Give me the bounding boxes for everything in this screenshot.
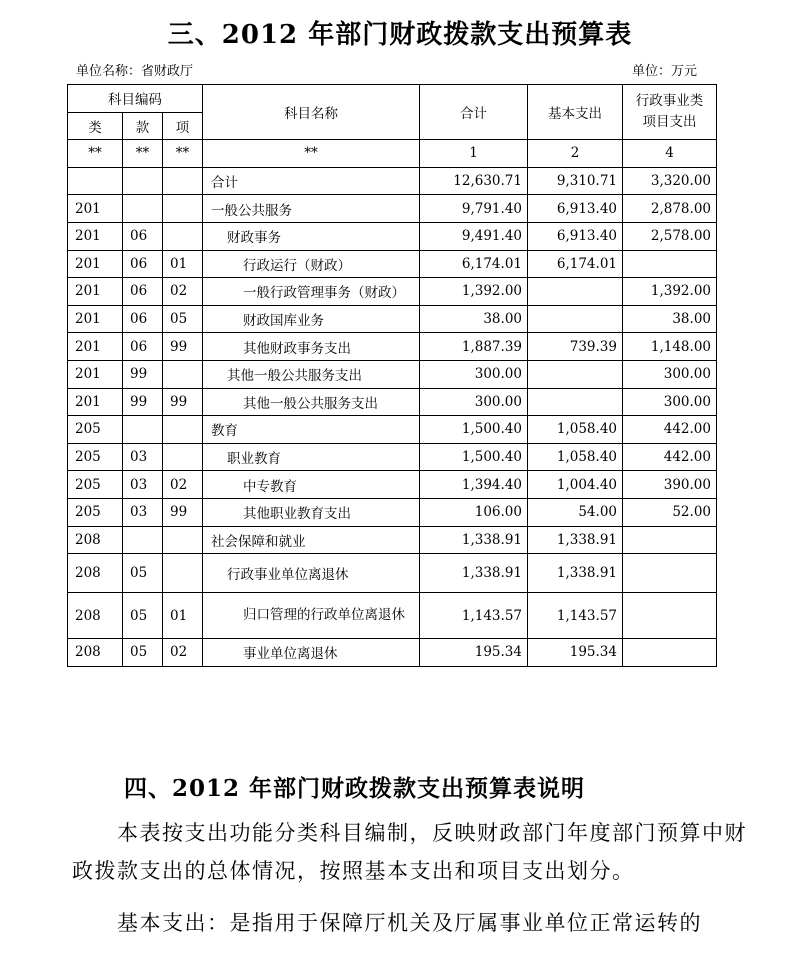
code-xiang-cell [163, 443, 203, 471]
table-row [68, 250, 717, 278]
budget-table [67, 84, 717, 667]
code-xiang-cell [163, 526, 203, 554]
header-kuan: 款 [123, 112, 163, 140]
total-cell: 1,338.91 [420, 526, 528, 554]
code-kuan-cell [123, 416, 163, 444]
basic-cell: 1,058.40 [528, 443, 623, 471]
code-kuan-cell: 05 [123, 554, 163, 593]
basic-cell: 6,913.40 [528, 195, 623, 223]
code-lei-cell: 205 [68, 416, 123, 444]
basic-cell: 6,913.40 [528, 222, 623, 250]
project-cell: 442.00 [623, 416, 717, 444]
total-cell: 1,338.91 [420, 554, 528, 593]
code-kuan-cell: 99 [123, 388, 163, 416]
basic-cell [528, 305, 623, 333]
table-row [68, 593, 717, 639]
code-lei-cell: 201 [68, 305, 123, 333]
table-row [68, 498, 717, 526]
code-lei-cell: 205 [68, 498, 123, 526]
item-name-cell: 一般公共服务 [203, 195, 420, 223]
code-kuan-cell: 99 [123, 360, 163, 388]
marker-cell: ** [68, 140, 123, 168]
code-kuan-cell: 06 [123, 222, 163, 250]
project-cell: 300.00 [623, 360, 717, 388]
code-xiang-cell: 01 [163, 593, 203, 639]
total-cell: 1,392.00 [420, 278, 528, 306]
table-row [68, 443, 717, 471]
item-name-cell: 事业单位离退休 [203, 639, 420, 667]
item-name-cell: 行政运行（财政） [203, 250, 420, 278]
code-xiang-cell [163, 167, 203, 195]
total-cell: 300.00 [420, 360, 528, 388]
basic-cell: 1,143.57 [528, 593, 623, 639]
explanation-paragraph-continued: 基本支出：是指用于保障厅机关及厅属事业单位正常运转的 [72, 911, 702, 935]
code-kuan-cell [123, 526, 163, 554]
explanation-paragraph: 本表按支出功能分类科目编制，反映财政部门年度部门预算中财政拨款支出的总体情况，按照基本支出和项目支出划分。 [72, 821, 747, 883]
total-cell: 9,491.40 [420, 222, 528, 250]
total-cell: 195.34 [420, 639, 528, 667]
code-lei-cell: 208 [68, 639, 123, 667]
code-kuan-cell: 06 [123, 278, 163, 306]
table-row [68, 554, 717, 593]
item-name-cell: 其他财政事务支出 [203, 333, 420, 361]
currency-unit-label: 单位：万元 [632, 64, 698, 79]
basic-cell: 6,174.01 [528, 250, 623, 278]
basic-cell [528, 360, 623, 388]
code-kuan-cell: 03 [123, 443, 163, 471]
header-project: 行政事业类项目支出 [623, 85, 717, 140]
code-lei-cell: 201 [68, 388, 123, 416]
code-xiang-cell: 05 [163, 305, 203, 333]
total-cell: 1,143.57 [420, 593, 528, 639]
header-basic: 基本支出 [528, 85, 623, 140]
marker-cell: 1 [420, 140, 528, 168]
project-cell: 442.00 [623, 443, 717, 471]
project-cell: 52.00 [623, 498, 717, 526]
total-cell: 38.00 [420, 305, 528, 333]
code-lei-cell: 208 [68, 554, 123, 593]
table-row [68, 278, 717, 306]
table-row [68, 639, 717, 667]
project-cell: 38.00 [623, 305, 717, 333]
page-title: 三、2012 年部门财政拨款支出预算表 [167, 20, 633, 50]
code-kuan-cell: 03 [123, 498, 163, 526]
item-name-cell: 行政事业单位离退休 [203, 554, 420, 593]
table-row [68, 222, 717, 250]
total-cell: 300.00 [420, 388, 528, 416]
table-row [68, 388, 717, 416]
total-cell: 9,791.40 [420, 195, 528, 223]
code-xiang-cell [163, 360, 203, 388]
code-lei-cell [68, 167, 123, 195]
item-name-cell: 中专教育 [203, 471, 420, 499]
marker-cell: 4 [623, 140, 717, 168]
total-cell: 12,630.71 [420, 167, 528, 195]
unit-name-label: 单位名称：省财政厅 [76, 64, 194, 79]
code-kuan-cell: 06 [123, 250, 163, 278]
project-cell: 390.00 [623, 471, 717, 499]
code-lei-cell: 201 [68, 222, 123, 250]
code-lei-cell: 201 [68, 333, 123, 361]
code-xiang-cell: 99 [163, 333, 203, 361]
table-row [68, 167, 717, 195]
project-cell [623, 593, 717, 639]
table-row [68, 333, 717, 361]
code-kuan-cell [123, 195, 163, 223]
project-cell [623, 639, 717, 667]
code-kuan-cell: 06 [123, 333, 163, 361]
code-kuan-cell [123, 167, 163, 195]
table-row [68, 305, 717, 333]
project-cell [623, 250, 717, 278]
item-name-cell: 财政国库业务 [203, 305, 420, 333]
total-cell: 106.00 [420, 498, 528, 526]
basic-cell: 1,004.40 [528, 471, 623, 499]
code-xiang-cell [163, 554, 203, 593]
basic-cell: 54.00 [528, 498, 623, 526]
item-name-cell: 职业教育 [203, 443, 420, 471]
code-lei-cell: 201 [68, 360, 123, 388]
project-cell: 2,578.00 [623, 222, 717, 250]
code-xiang-cell: 01 [163, 250, 203, 278]
item-name-cell: 归口管理的行政单位离退休 [203, 593, 420, 639]
code-xiang-cell: 02 [163, 278, 203, 306]
project-cell: 1,148.00 [623, 333, 717, 361]
code-kuan-cell: 06 [123, 305, 163, 333]
total-cell: 1,500.40 [420, 443, 528, 471]
section-heading: 四、2012 年部门财政拨款支出预算表说明 [124, 775, 586, 802]
code-xiang-cell: 99 [163, 388, 203, 416]
code-lei-cell: 205 [68, 471, 123, 499]
header-lei: 类 [68, 112, 123, 140]
project-cell: 3,320.00 [623, 167, 717, 195]
basic-cell: 9,310.71 [528, 167, 623, 195]
header-code-group: 科目编码 [68, 85, 203, 113]
total-cell: 6,174.01 [420, 250, 528, 278]
item-name-cell: 社会保障和就业 [203, 526, 420, 554]
item-name-cell: 教育 [203, 416, 420, 444]
item-name-cell: 其他一般公共服务支出 [203, 388, 420, 416]
marker-cell: ** [203, 140, 420, 168]
project-cell: 2,878.00 [623, 195, 717, 223]
project-cell: 1,392.00 [623, 278, 717, 306]
code-lei-cell: 201 [68, 195, 123, 223]
item-name-cell: 合计 [203, 167, 420, 195]
total-cell: 1,887.39 [420, 333, 528, 361]
project-cell [623, 526, 717, 554]
item-name-cell: 其他职业教育支出 [203, 498, 420, 526]
header-row [68, 85, 717, 113]
code-lei-cell: 208 [68, 593, 123, 639]
basic-cell: 1,338.91 [528, 526, 623, 554]
item-name-cell: 其他一般公共服务支出 [203, 360, 420, 388]
code-lei-cell: 208 [68, 526, 123, 554]
code-xiang-cell: 02 [163, 639, 203, 667]
code-kuan-cell: 05 [123, 593, 163, 639]
project-cell: 300.00 [623, 388, 717, 416]
table-row [68, 360, 717, 388]
header-xiang: 项 [163, 112, 203, 140]
basic-cell: 195.34 [528, 639, 623, 667]
basic-cell [528, 278, 623, 306]
header-total: 合计 [420, 85, 528, 140]
project-cell [623, 554, 717, 593]
code-lei-cell: 201 [68, 278, 123, 306]
item-name-cell: 财政事务 [203, 222, 420, 250]
total-cell: 1,500.40 [420, 416, 528, 444]
marker-cell: 2 [528, 140, 623, 168]
table-row [68, 416, 717, 444]
marker-cell: ** [123, 140, 163, 168]
code-xiang-cell [163, 195, 203, 223]
code-xiang-cell [163, 416, 203, 444]
table-row [68, 195, 717, 223]
code-xiang-cell: 99 [163, 498, 203, 526]
code-lei-cell: 205 [68, 443, 123, 471]
basic-cell [528, 388, 623, 416]
code-lei-cell: 201 [68, 250, 123, 278]
total-cell: 1,394.40 [420, 471, 528, 499]
table-row [68, 471, 717, 499]
basic-cell: 739.39 [528, 333, 623, 361]
basic-cell: 1,058.40 [528, 416, 623, 444]
marker-cell: ** [163, 140, 203, 168]
item-name-cell: 一般行政管理事务（财政） [203, 278, 420, 306]
code-xiang-cell: 02 [163, 471, 203, 499]
basic-cell: 1,338.91 [528, 554, 623, 593]
code-kuan-cell: 05 [123, 639, 163, 667]
code-kuan-cell: 03 [123, 471, 163, 499]
marker-row [68, 140, 717, 168]
table-row [68, 526, 717, 554]
header-name: 科目名称 [203, 85, 420, 140]
code-xiang-cell [163, 222, 203, 250]
